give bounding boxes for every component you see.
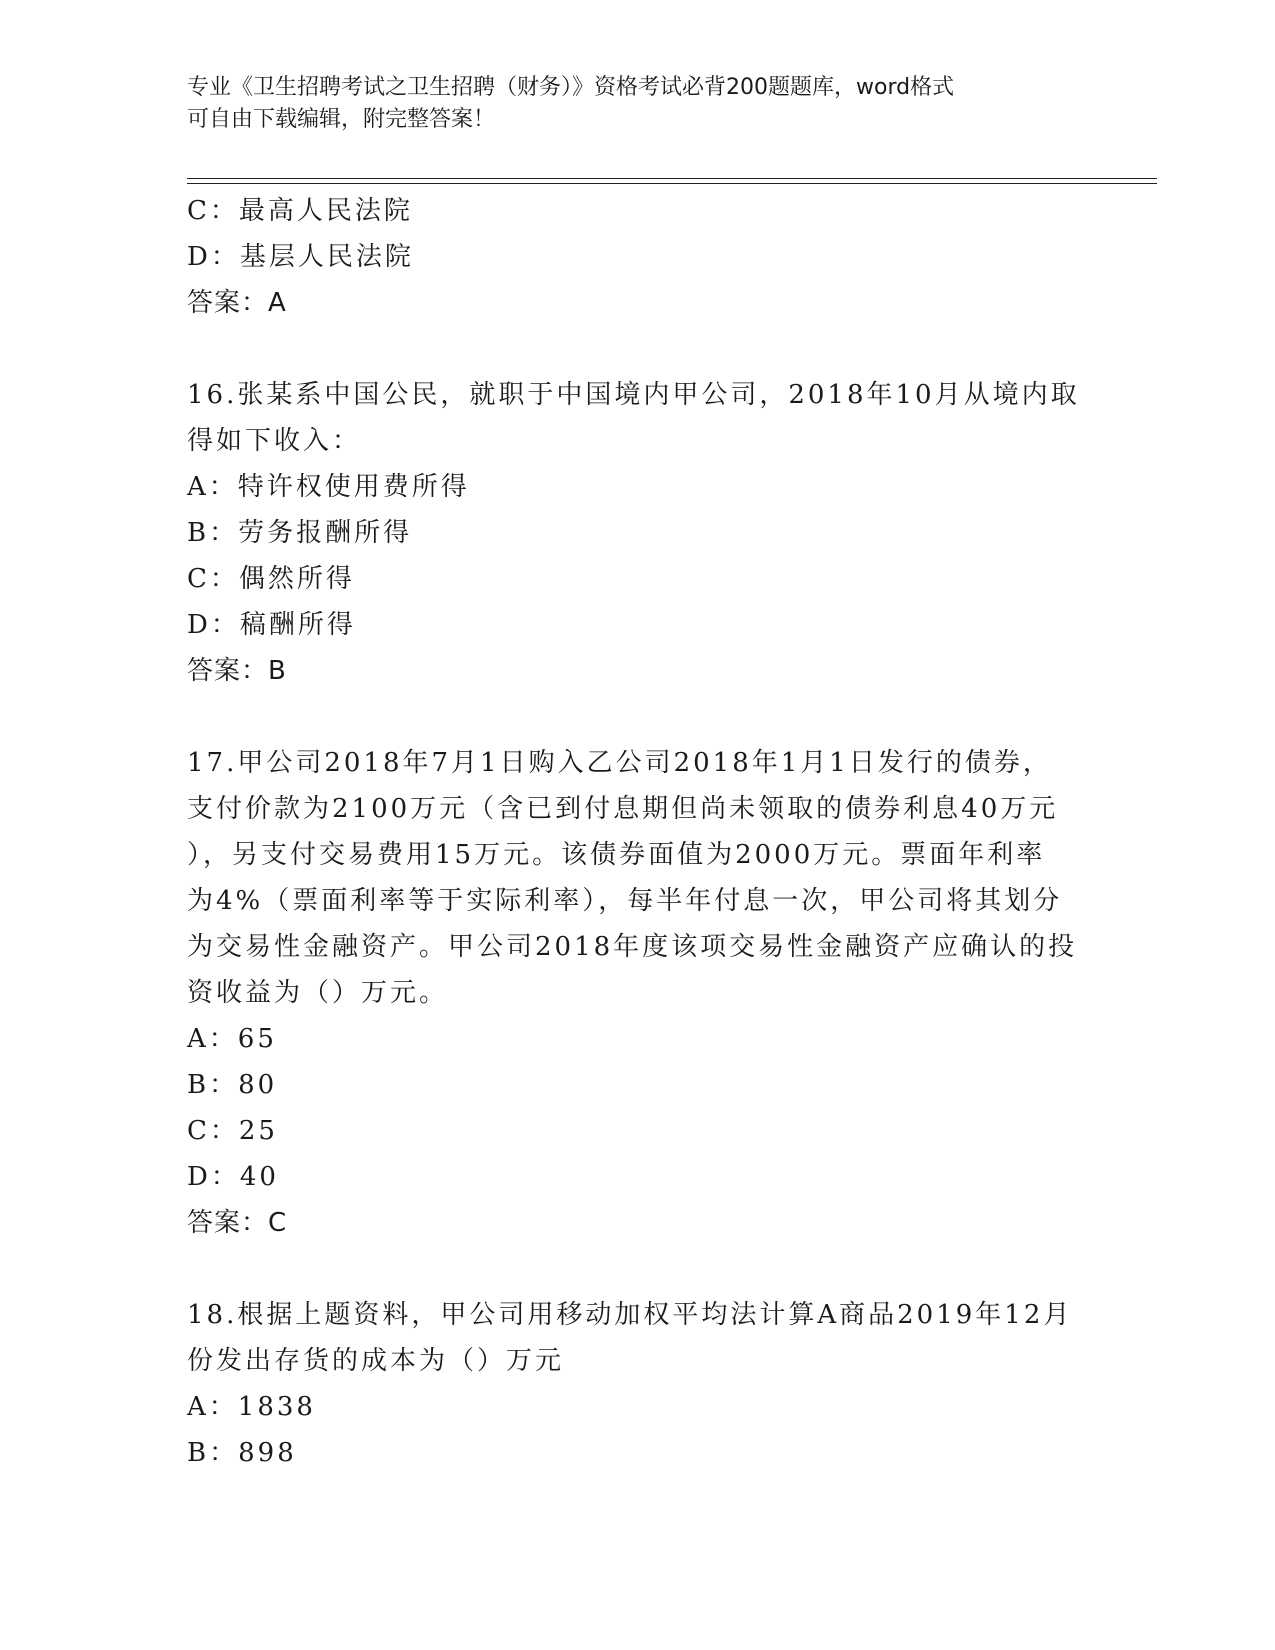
answer-line: 答案：B [187,656,287,686]
option-d: D：40 [187,1162,279,1192]
option-b: B：898 [187,1438,297,1468]
question-stem [187,1292,1087,1384]
header-line-1: 专业《卫生招聘考试之卫生招聘（财务）》资格考试必背200题题库，word格式 [187,75,955,100]
question-17 [187,740,1087,1246]
stem-line: 资收益为（）万元。 [187,978,449,1008]
document-header [187,72,1067,136]
stem-line: 为4%（票面利率等于实际利率），每半年付息一次，甲公司将其划分 [187,886,1063,916]
option-b: B：劳务报酬所得 [187,518,413,548]
stem-line: 16.张某系中国公民，就职于中国境内甲公司，2018年10月从境内取 [187,380,1080,410]
question-18 [187,1292,1087,1476]
question-stem [187,740,1087,1016]
option-d: D：基层人民法院 [187,242,414,272]
option-c: C：偶然所得 [187,564,355,594]
option-b: B：80 [187,1070,278,1100]
option-c: C：25 [187,1116,278,1146]
stem-line: 17.甲公司2018年7月1日购入乙公司2018年1月1日发行的债券， [187,748,1052,778]
option-c: C：最高人民法院 [187,196,413,226]
header-rule-bottom [187,183,1157,184]
answer-line: 答案：A [187,288,287,318]
stem-line: 为交易性金融资产。甲公司2018年度该项交易性金融资产应确认的投 [187,932,1078,962]
option-a: A：特许权使用费所得 [187,472,470,502]
stem-line: 支付价款为2100万元（含已到付息期但尚未领取的债券利息40万元 [187,794,1059,824]
spacer [187,1246,1087,1292]
stem-line: ），另支付交易费用15万元。该债券面值为2000万元。票面年利率 [187,840,1046,870]
spacer [187,326,1087,372]
header-rule-top [187,178,1157,179]
spacer [187,694,1087,740]
question-stem [187,372,1087,464]
question-16 [187,372,1087,694]
header-line-2: 可自由下载编辑，附完整答案！ [187,107,496,132]
stem-line: 份发出存货的成本为（）万元 [187,1346,565,1376]
stem-line: 18.根据上题资料，甲公司用移动加权平均法计算A商品2019年12月 [187,1300,1073,1330]
question-content [187,188,1087,1476]
option-d: D：稿酬所得 [187,610,356,640]
option-a: A：65 [187,1024,277,1054]
stem-line: 得如下收入： [187,426,362,456]
question-15-tail [187,188,1087,326]
answer-line: 答案：C [187,1208,288,1238]
option-a: A：1838 [187,1392,316,1422]
